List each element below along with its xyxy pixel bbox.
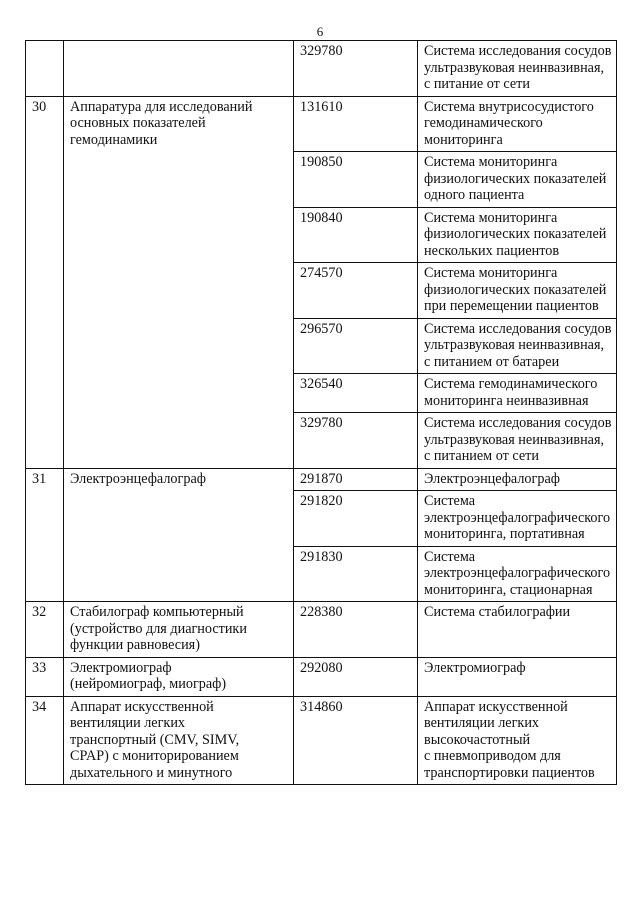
device-name-line: транспортный (CMV, SIMV,: [70, 731, 240, 748]
system-description-line: Система гемодинамического: [424, 376, 598, 392]
system-description-cell: [418, 546, 617, 602]
system-description-cell: [418, 491, 617, 547]
device-name-line: Электромиограф: [70, 659, 172, 676]
system-description-line: нескольких пациентов: [424, 242, 560, 259]
device-name-line: Электроэнцефалограф: [70, 470, 206, 487]
table-row: [26, 468, 617, 491]
system-description-cell: [418, 657, 617, 696]
system-description-line: Система: [424, 548, 476, 565]
device-table: [25, 40, 617, 785]
system-description-line: электроэнцефалографического: [424, 509, 611, 526]
classification-code-cell: 329780: [294, 41, 418, 97]
classification-code-cell: 326540: [294, 374, 418, 413]
system-description-line: Аппарат искусственной: [424, 698, 568, 715]
system-description-line: гемодинамического: [424, 115, 543, 131]
table-row: [26, 96, 617, 152]
system-description-line: Система внутрисосудистого: [424, 98, 594, 115]
system-description-cell: [418, 41, 617, 97]
system-description-cell: [418, 152, 617, 208]
device-name-line: вентиляции легких: [70, 715, 186, 731]
system-description-line: Система исследования сосудов: [424, 415, 612, 431]
device-name-line: функции равновесия): [70, 637, 200, 653]
system-description-line: мониторинга, портативная: [424, 526, 585, 542]
system-description-cell: [418, 263, 617, 319]
device-name-line: основных показателей: [70, 115, 206, 131]
system-description-line: с пневмоприводом для: [424, 748, 561, 764]
classification-code-cell: 291820: [294, 491, 418, 547]
page-number: 6: [316, 24, 324, 39]
system-description-line: Электроэнцефалограф: [424, 470, 560, 487]
system-description-cell: [418, 96, 617, 152]
system-description-cell: [418, 468, 617, 491]
table-row: [26, 602, 617, 658]
classification-code-cell: 228380: [294, 602, 418, 658]
system-description-line: ультразвуковая неинвазивная,: [424, 431, 605, 448]
system-description-line: ультразвуковая неинвазивная,: [424, 59, 605, 76]
classification-code-cell: 291830: [294, 546, 418, 602]
device-name-cell: [64, 657, 294, 696]
system-description-cell: [418, 207, 617, 263]
system-description-line: Система мониторинга: [424, 265, 558, 281]
item-number-cell: 32: [26, 602, 64, 658]
system-description-line: мониторинга: [424, 131, 503, 148]
system-description-line: Система мониторинга: [424, 209, 558, 226]
system-description-line: высокочастотный: [424, 731, 531, 748]
system-description-line: Электромиограф: [424, 659, 526, 676]
device-name-cell: [64, 41, 294, 97]
table-row: [26, 696, 617, 785]
classification-code-cell: 292080: [294, 657, 418, 696]
item-number-cell: 31: [26, 468, 64, 602]
system-description-line: физиологических показателей: [424, 281, 607, 298]
classification-code-cell: 190840: [294, 207, 418, 263]
system-description-line: физиологических показателей: [424, 170, 607, 187]
system-description-line: Система стабилографии: [424, 604, 571, 620]
device-name-line: (нейромиограф, миограф): [70, 676, 227, 692]
system-description-line: транспортировки пациентов: [424, 764, 595, 781]
classification-code-cell: 314860: [294, 696, 418, 785]
item-number-cell: 30: [26, 96, 64, 468]
device-name-cell: [64, 96, 294, 468]
device-name-line: Стабилограф компьютерный: [70, 604, 244, 620]
classification-code-cell: 190850: [294, 152, 418, 208]
system-description-line: Система: [424, 493, 476, 509]
system-description-line: Система мониторинга: [424, 154, 558, 170]
system-description-line: с питание от сети: [424, 76, 530, 92]
system-description-cell: [418, 602, 617, 658]
system-description-line: одного пациента: [424, 187, 525, 203]
system-description-line: Система исследования сосудов: [424, 320, 612, 337]
device-name-line: дыхательного и минутного: [70, 764, 233, 781]
classification-code-cell: 296570: [294, 318, 418, 374]
item-number-cell: 33: [26, 657, 64, 696]
classification-code-cell: 274570: [294, 263, 418, 319]
device-name-line: CPAP) с мониторированием: [70, 748, 239, 764]
device-name-line: гемодинамики: [70, 131, 158, 148]
classification-code-cell: 291870: [294, 468, 418, 491]
device-name-line: Аппарат искусственной: [70, 698, 214, 715]
item-number-cell: 34: [26, 696, 64, 785]
system-description-line: мониторинга, стационарная: [424, 581, 593, 598]
device-name-cell: [64, 602, 294, 658]
system-description-line: при перемещении пациентов: [424, 298, 599, 314]
system-description-line: с питанием от батареи: [424, 353, 560, 370]
item-number-cell: [26, 41, 64, 97]
system-description-cell: [418, 374, 617, 413]
device-name-cell: [64, 468, 294, 602]
system-description-line: вентиляции легких: [424, 715, 540, 731]
system-description-line: мониторинга неинвазивная: [424, 392, 589, 409]
system-description-line: электроэнцефалографического: [424, 565, 611, 581]
system-description-cell: [418, 318, 617, 374]
system-description-line: физиологических показателей: [424, 226, 607, 242]
table-row: [26, 657, 617, 696]
classification-code-cell: 329780: [294, 413, 418, 469]
system-description-cell: [418, 696, 617, 785]
device-name-line: (устройство для диагностики: [70, 620, 247, 637]
device-name-line: Аппаратура для исследований: [70, 98, 253, 115]
system-description-line: с питанием от сети: [424, 448, 539, 464]
system-description-line: ультразвуковая неинвазивная,: [424, 337, 605, 353]
device-name-cell: [64, 696, 294, 785]
table-body: [26, 41, 617, 785]
system-description-line: Система исследования сосудов: [424, 43, 612, 59]
table-row: [26, 41, 617, 97]
system-description-cell: [418, 413, 617, 469]
classification-code-cell: 131610: [294, 96, 418, 152]
